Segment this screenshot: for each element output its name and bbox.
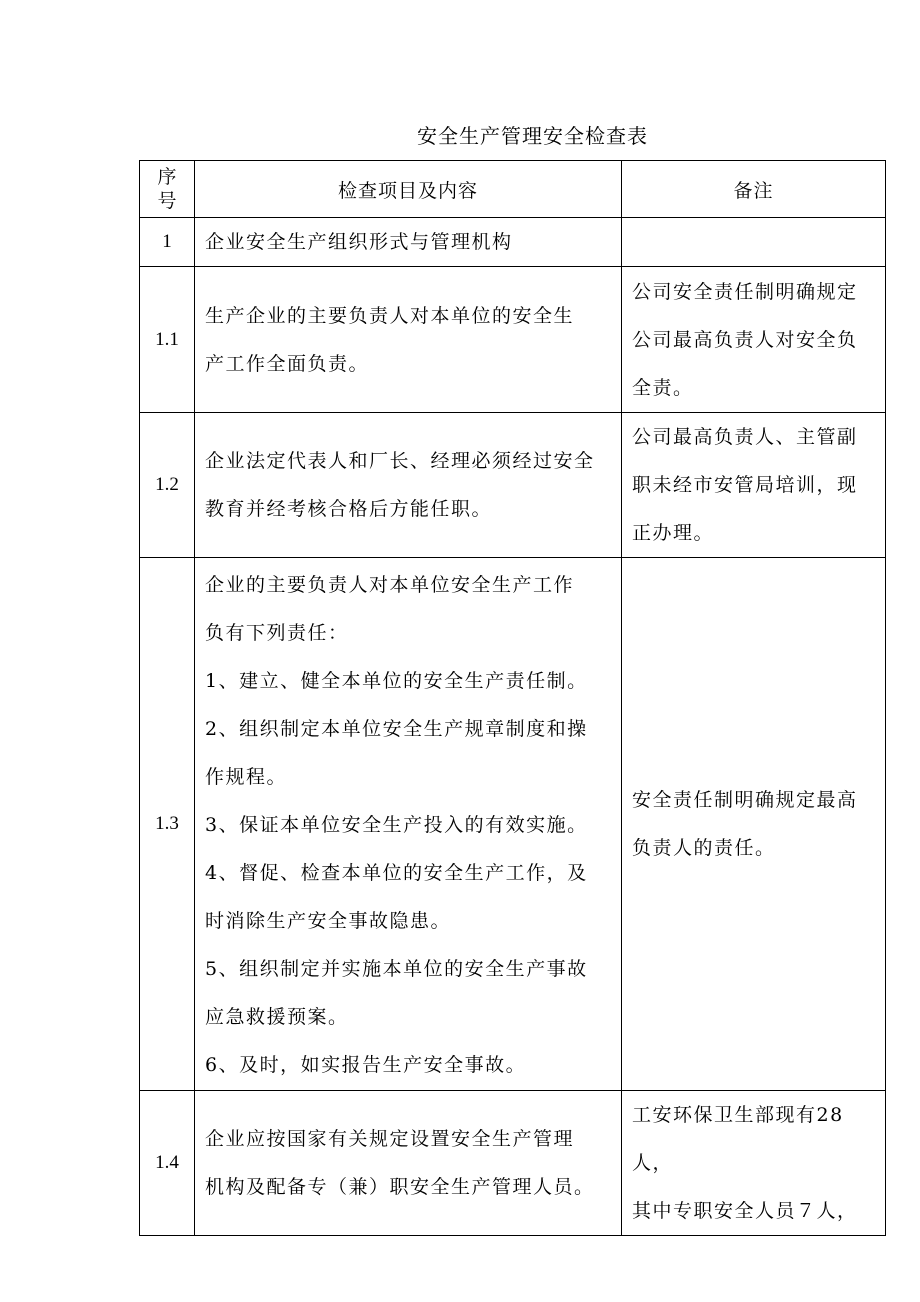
item-line: 时消除生产安全事故隐患。: [205, 910, 452, 932]
item-line: 5、组织制定并实施本单位的安全生产事故: [205, 958, 588, 980]
item-line: 企业应按国家有关规定设置安全生产管理: [205, 1128, 575, 1150]
row-number: 1.2: [140, 413, 195, 558]
item-line: 2、组织制定本单位安全生产规章制度和操: [205, 718, 588, 740]
row-number: 1.3: [140, 558, 195, 1091]
item-line: 1、建立、健全本单位的安全生产责任制。: [205, 670, 588, 692]
item-line: 负有下列责任：: [205, 622, 349, 644]
item-line: 4、督促、检查本单位的安全生产工作，及: [205, 862, 588, 884]
note-line: 公司最高负责人对安全负: [632, 328, 858, 351]
row-note: [622, 1091, 886, 1236]
item-line: 教育并经考核合格后方能任职。: [205, 498, 493, 520]
row-item: [195, 1091, 622, 1236]
table-header-row: [140, 161, 886, 218]
note-line: 正办理。: [632, 522, 715, 544]
table-row: [140, 218, 886, 267]
document-title: 安全生产管理安全检查表: [417, 124, 648, 148]
row-item: [195, 267, 622, 413]
row-number: 1: [140, 218, 195, 267]
note-line: 负责人的责任。: [632, 837, 776, 859]
row-note: [622, 267, 886, 413]
item-line: 机构及配备专（兼）职安全生产管理人员。: [205, 1176, 595, 1198]
note-line: 职未经市安管局培训，现: [632, 474, 858, 496]
row-item: [195, 413, 622, 558]
note-line: 安全责任制明确规定最高: [632, 789, 858, 811]
item-line: 企业法定代表人和厂长、经理必须经过安全: [205, 450, 595, 472]
note-line: 公司安全责任制明确规定: [632, 280, 858, 303]
note-line: 工安环保卫生部现有28人，: [632, 1104, 844, 1174]
note-line: 全责。: [632, 376, 694, 399]
header-note: 备注: [622, 161, 886, 218]
header-item: 检查项目及内容: [195, 161, 622, 218]
table-row: [140, 1091, 886, 1236]
item-line: 作规程。: [205, 766, 288, 788]
note-line: 其中专职安全人员７人，: [632, 1200, 858, 1222]
table-row: [140, 558, 886, 1091]
item-line: 企业的主要负责人对本单位安全生产工作: [205, 574, 575, 596]
row-item: [195, 218, 622, 267]
note-line: 公司最高负责人、主管副: [632, 426, 858, 448]
row-number: 1.4: [140, 1091, 195, 1236]
table-row: [140, 413, 886, 558]
item-line: 企业安全生产组织形式与管理机构: [205, 231, 513, 253]
header-number: [140, 161, 195, 218]
item-line: 生产企业的主要负责人对本单位的安全生: [205, 304, 575, 327]
item-line: 产工作全面负责。: [205, 352, 370, 375]
row-note: [622, 413, 886, 558]
item-line: 应急救援预案。: [205, 1006, 349, 1028]
table-row: [140, 267, 886, 413]
row-item: [195, 558, 622, 1091]
row-number: 1.1: [140, 267, 195, 413]
row-note: [622, 218, 886, 267]
header-number-line2: 号: [157, 190, 177, 212]
safety-check-table: [139, 160, 886, 1236]
item-line: 6、及时，如实报告生产安全事故。: [205, 1054, 527, 1076]
item-line: 3、保证本单位安全生产投入的有效实施。: [205, 814, 588, 836]
header-number-line1: 序: [157, 166, 177, 188]
row-note: [622, 558, 886, 1091]
